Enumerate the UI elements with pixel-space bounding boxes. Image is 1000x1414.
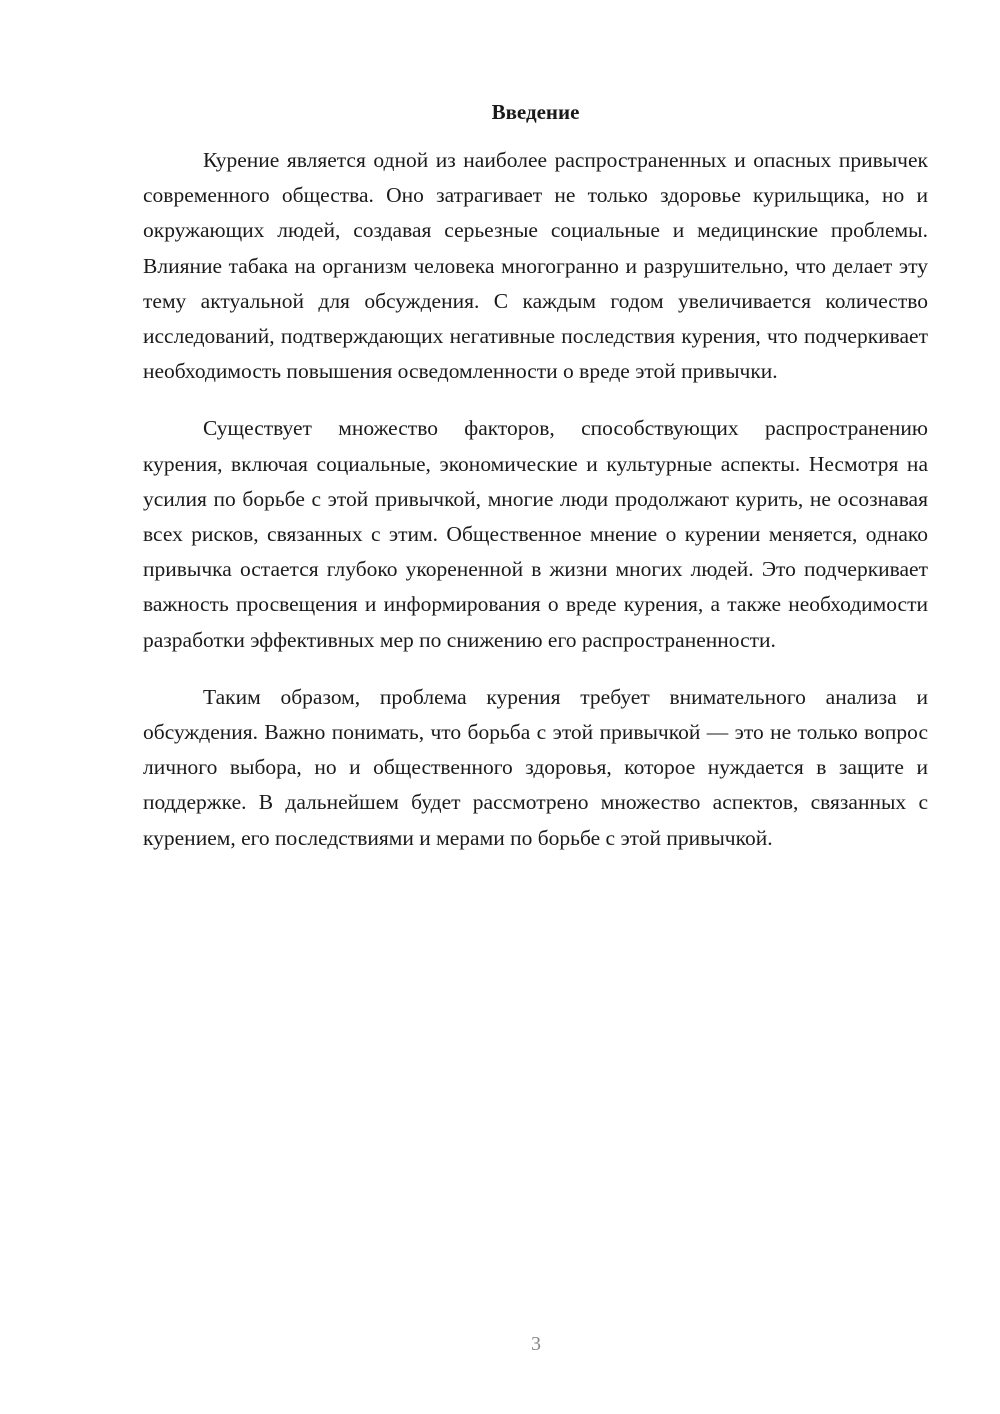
section-heading: Введение xyxy=(491,100,580,124)
paragraph-3: Таким образом, проблема курения требует внимательного анализа и обсуждения. Важно понимать, что борьба с этой привычкой — это не только вопрос личного выбора, но и общественного здоровья, которое нуждается в защите и поддержке. В дальнейшем будет рассмотрено множество аспектов, связанных с курением, его последствиями и мерами по борьбе с этой привычкой. xyxy=(143,684,928,850)
page-number: 3 xyxy=(531,1333,541,1355)
paragraph-1: Курение является одной из наиболее распространенных и опасных привычек современного общества. Оно затрагивает не только здоровье курильщика, но и окружающих людей, создавая серьезные социальные и медицинские проблемы. Влияние табака на организм человека многогранно и разрушительно, что делает эту тему актуальной для обсуждения. С каждым годом увеличивается количество исследований, подтверждающих негативные последствия курения, что подчеркивает необходимость повышения осведомленности о вреде этой привычки. xyxy=(143,148,928,384)
body-text xyxy=(143,143,928,878)
paragraph-2: Существует множество факторов, способствующих распространению курения, включая социальные, экономические и культурные аспекты. Несмотря на усилия по борьбе с этой привычкой, многие люди продолжают курить, не осознавая всех рисков, связанных с этим. Общественное мнение о курении меняется, однако привычка остается глубоко укорененной в жизни многих людей. Это подчеркивает важность просвещения и информирования о вреде курения, а также необходимости разработки эффективных мер по снижению его распространенности. xyxy=(143,416,928,652)
